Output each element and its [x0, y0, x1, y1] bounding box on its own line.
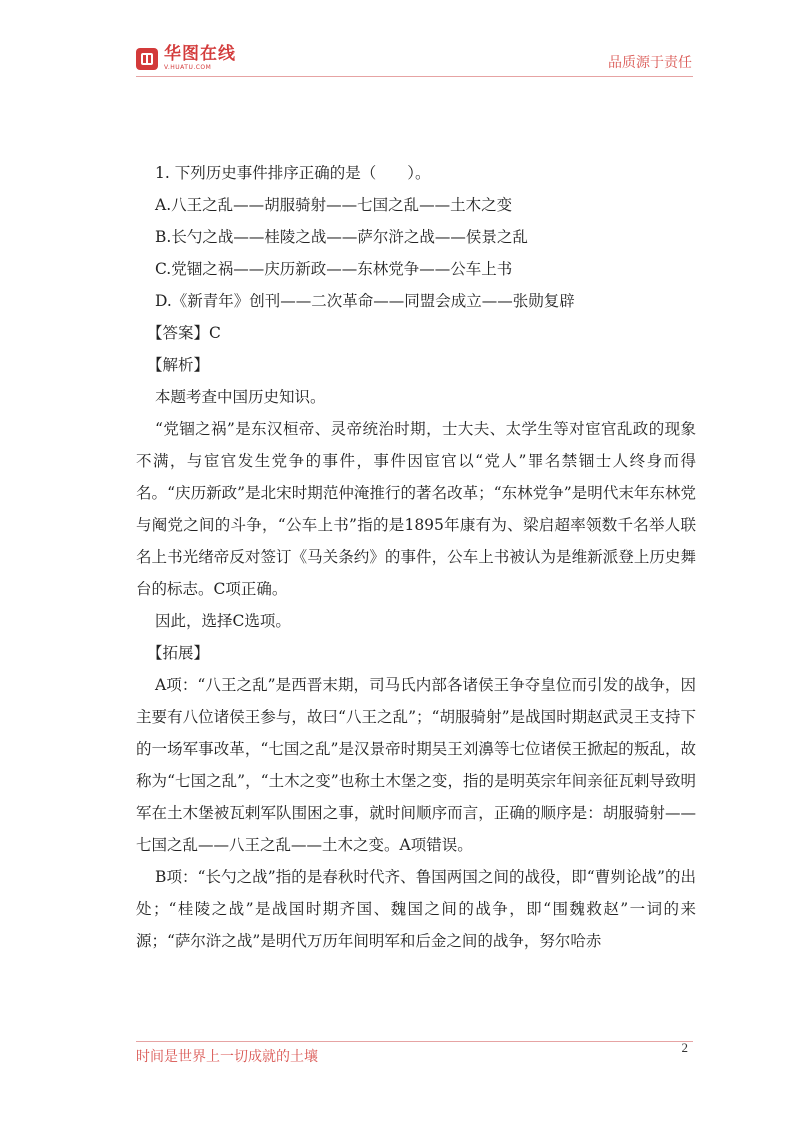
option-d: D.《新青年》创刊——二次革命——同盟会成立——张勋复辟	[155, 292, 575, 310]
extension-label: 【拓展】	[147, 644, 210, 662]
answer-label: 【答案】C	[147, 324, 221, 342]
extension-item-b: B项：“长勺之战”指的是春秋时代齐、鲁国两国之间的战役，即“曹刿论战”的出处；“桂陵之战”是战国时期齐国、魏国之间的战争，即“围魏救赵”一词的来源；“萨尔浒之战”是明代万历年间明军和后金之间的战争，努尔哈赤	[136, 868, 696, 950]
extension-item-a: A项：“八王之乱”是西晋末期，司马氏内部各诸侯王争夺皇位而引发的战争，因主要有八位诸侯王参与，故曰“八王之乱”；“胡服骑射”是战国时期赵武灵王支持下的一场军事改革，“七国之乱”是汉景帝时期吴王刘濞等七位诸侯王掀起的叛乱，故称为“七国之乱”，“土木之变”也称土木堡之变，指的是明英宗年间亲征瓦剌导致明军在土木堡被瓦剌军队围困之事，就时间顺序而言，正确的顺序是：胡服骑射——七国之乱——八王之乱——土木之变。A项错误。	[136, 676, 696, 854]
analysis-paragraph: “党锢之祸”是东汉桓帝、灵帝统治时期，士大夫、太学生等对宦官乱政的现象不满，与宦官发生党争的事件，事件因宦官以“党人”罪名禁锢士人终身而得名。“庆历新政”是北宋时期范仲淹推行的著名改革；“东林党争”是明代末年东林党与阉党之间的斗争，“公车上书”指的是1895年康有为、梁启超率领数千名举人联名上书光绪帝反对签订《马关条约》的事件，公车上书被认为是维新派登上历史舞台的标志。C项正确。	[136, 420, 696, 598]
page-number: 2	[681, 1040, 688, 1055]
header-slogan: 品质源于责任	[608, 55, 692, 71]
header-divider	[136, 76, 693, 77]
option-b: B.长勺之战——桂陵之战——萨尔浒之战——侯景之乱	[155, 228, 528, 246]
analysis-intro: 本题考查中国历史知识。	[155, 388, 326, 406]
huatu-logo	[136, 46, 236, 71]
page-header	[0, 0, 800, 80]
analysis-label: 【解析】	[147, 356, 210, 374]
logo-subtext: V.HUATU.COM	[164, 64, 212, 71]
logo-text: 华图在线	[164, 44, 236, 64]
option-c: C.党锢之祸——庆历新政——东林党争——公车上书	[155, 260, 513, 278]
analysis-conclusion: 因此，选择C选项。	[155, 612, 291, 630]
footer-slogan: 时间是世界上一切成就的土壤	[136, 1049, 318, 1065]
option-a: A.八王之乱——胡服骑射——七国之乱——土木之变	[155, 196, 513, 214]
footer-divider	[136, 1041, 693, 1042]
huatu-logo-icon	[136, 48, 158, 70]
document-body	[136, 157, 696, 957]
question-stem: 1. 下列历史事件排序正确的是（ ）。	[155, 164, 431, 182]
